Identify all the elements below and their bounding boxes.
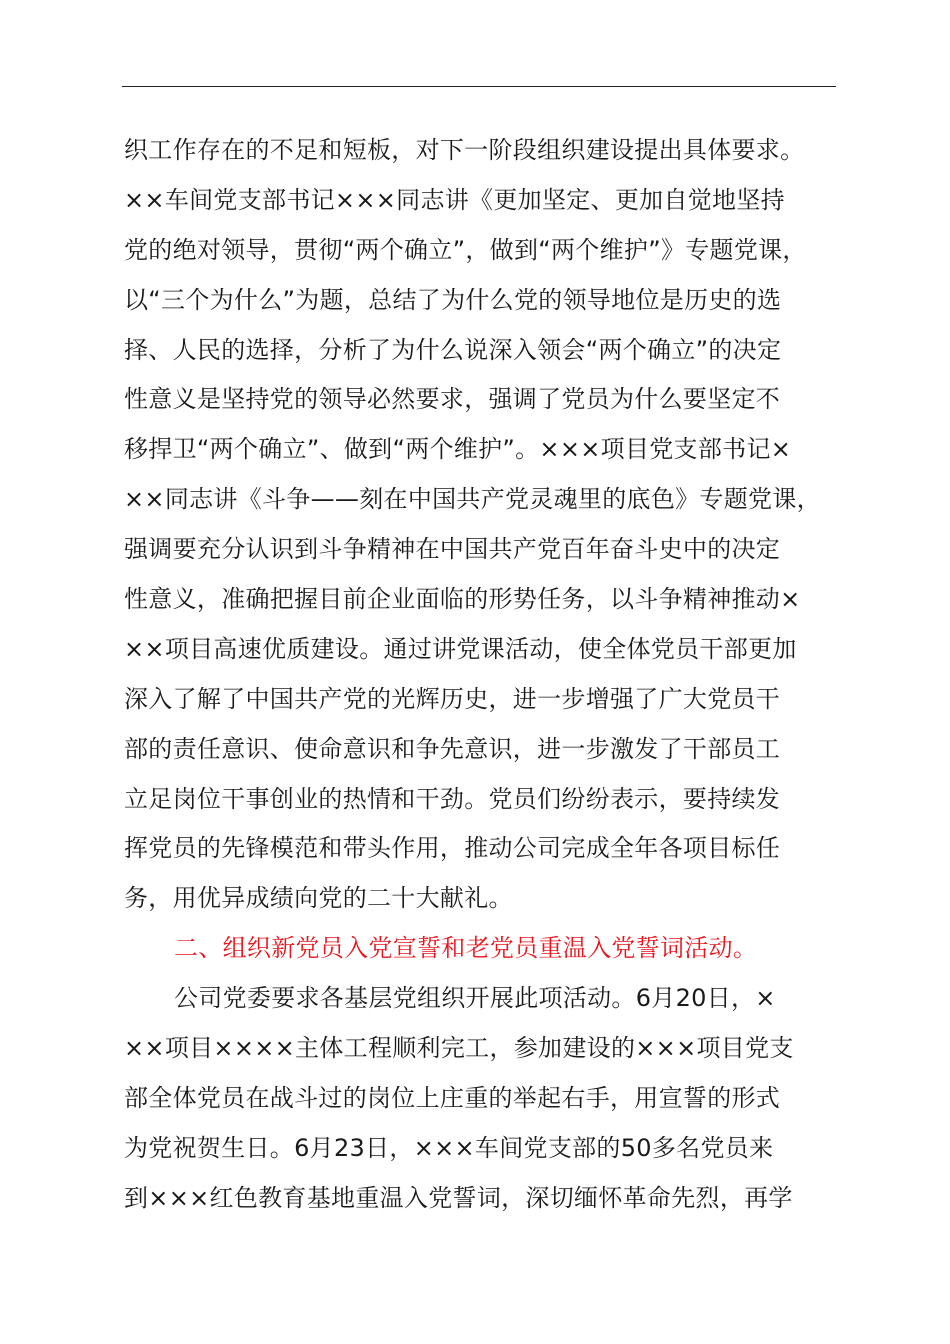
body-line: 挥党员的先锋模范和带头作用，推动公司完成全年各项目标任: [124, 834, 781, 863]
body-line: 部全体党员在战斗过的岗位上庄重的举起右手，用宣誓的形式: [124, 1083, 781, 1112]
body-line: ××同志讲《斗争——刻在中国共产党灵魂里的底色》专题党课，: [124, 485, 821, 514]
body-line: ××车间党支部书记×××同志讲《更加坚定、更加自觉地坚持: [124, 185, 785, 214]
body-line: 性意义是坚持党的领导必然要求，强调了党员为什么要坚定不: [124, 385, 781, 414]
body-line: 部的责任意识、使命意识和争先意识，进一步激发了干部员工: [124, 734, 781, 763]
body-text: [124, 126, 864, 1224]
body-line: 务，用优异成绩向党的二十大献礼。: [124, 884, 513, 913]
section-heading: 二、组织新党员入党宣誓和老党员重温入党誓词活动。: [174, 934, 758, 963]
body-line: 以“三个为什么”为题，总结了为什么党的领导地位是历史的选: [124, 285, 782, 314]
body-line: 深入了解了中国共产党的光辉历史，进一步增强了广大党员干: [124, 684, 781, 713]
body-line: 织工作存在的不足和短板，对下一阶段组织建设提出具体要求。: [124, 136, 805, 164]
body-line: 公司党委要求各基层党组织开展此项活动。6月20日，×: [174, 984, 776, 1013]
body-line: 性意义，准确把握目前企业面临的形势任务，以斗争精神推动×: [124, 585, 801, 614]
body-line: 择、人民的选择，分析了为什么说深入领会“两个确立”的决定: [124, 335, 782, 364]
body-line: 强调要充分认识到斗争精神在中国共产党百年奋斗史中的决定: [124, 535, 781, 564]
body-line: 党的绝对领导，贯彻“两个确立”，做到“两个维护”》专题党课，: [124, 235, 807, 264]
body-line: 立足岗位干事创业的热情和干劲。党员们纷纷表示，要持续发: [124, 784, 781, 813]
body-line: ××项目高速优质建设。通过讲党课活动，使全体党员干部更加: [124, 634, 797, 663]
body-line: 到×××红色教育基地重温入党誓词，深切缅怀革命先烈，再学: [124, 1183, 793, 1212]
body-line: 为党祝贺生日。6月23日，×××车间党支部的50多名党员来: [124, 1133, 774, 1162]
body-line: 移捍卫“两个确立”、做到“两个维护”。×××项目党支部书记×: [124, 435, 792, 464]
header-rule: [122, 86, 836, 87]
body-line: ××项目××××主体工程顺利完工，参加建设的×××项目党支: [124, 1034, 794, 1063]
